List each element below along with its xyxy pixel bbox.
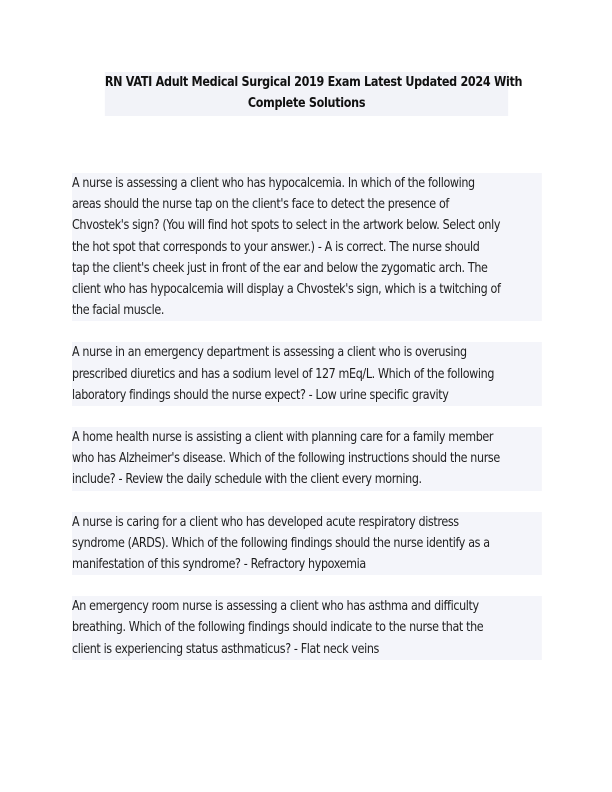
question-list — [72, 173, 542, 681]
text-line: client who has hypocalcemia will display a Chvostek's sign, which is a twitching of — [72, 279, 542, 300]
text-line: the facial muscle. — [72, 300, 542, 321]
text-line: A nurse is caring for a client who has developed acute respiratory distress — [72, 512, 542, 533]
text-line: An emergency room nurse is assessing a client who has asthma and difficulty — [72, 596, 542, 617]
title-line-1: RN VATI Adult Medical Surgical 2019 Exam Latest Updated 2024 With — [104, 75, 523, 90]
text-line: laboratory findings should the nurse expect? - Low urine specific gravity — [72, 385, 542, 406]
question-answer-1 — [72, 173, 542, 321]
text-line: A home health nurse is assisting a client with planning care for a family member — [72, 427, 542, 448]
title-line-2: Complete Solutions — [247, 96, 366, 111]
text-line: who has Alzheimer's disease. Which of the following instructions should the nurse — [72, 448, 542, 469]
text-line: manifestation of this syndrome? - Refractory hypoxemia — [72, 554, 542, 575]
text-line: Chvostek's sign? (You will find hot spots to select in the artwork below. Select only — [72, 215, 542, 236]
text-line: areas should the nurse tap on the client's face to detect the presence of — [72, 194, 542, 215]
question-answer-2 — [72, 342, 542, 406]
text-line: include? - Review the daily schedule with the client every morning. — [72, 469, 542, 490]
question-answer-5 — [72, 596, 542, 660]
text-line: A nurse in an emergency department is assessing a client who is overusing — [72, 342, 542, 363]
text-line: tap the client's cheek just in front of the ear and below the zygomatic arch. The — [72, 258, 542, 279]
text-line: client is experiencing status asthmaticus? - Flat neck veins — [72, 639, 542, 660]
text-line: syndrome (ARDS). Which of the following findings should the nurse identify as a — [72, 533, 542, 554]
text-line: the hot spot that corresponds to your answer.) - A is correct. The nurse should — [72, 237, 542, 258]
document-title — [104, 72, 523, 116]
question-answer-3 — [72, 427, 542, 491]
text-line: prescribed diuretics and has a sodium level of 127 mEq/L. Which of the following — [72, 364, 542, 385]
text-line: A nurse is assessing a client who has hypocalcemia. In which of the following — [72, 173, 542, 194]
text-line: breathing. Which of the following findings should indicate to the nurse that the — [72, 617, 542, 638]
question-answer-4 — [72, 512, 542, 576]
